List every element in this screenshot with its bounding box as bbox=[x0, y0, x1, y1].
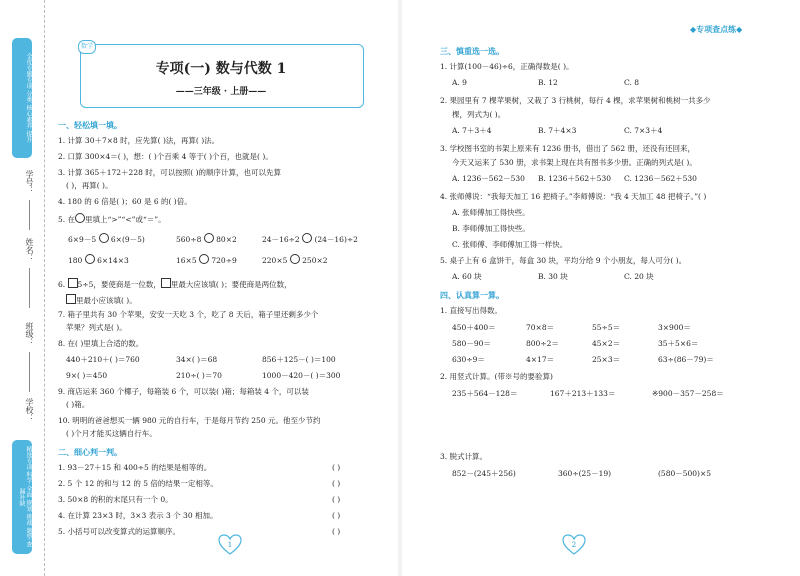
question-5-suffix: 里填上“>”“<”或“＝”。 bbox=[85, 215, 166, 224]
question-9-line-1: 9. 商店运来 360 个椰子，每箱装 6 个，可以装( )箱；每箱装 4 个，可以装 bbox=[58, 387, 309, 396]
question-9-line-2: ( )箱。 bbox=[66, 400, 90, 409]
header-badge: ◆专项查点练◆ bbox=[690, 25, 743, 34]
question-2: 2. 口算 300×4＝( )，想：( )个百乘 4 等于( )个百，也就是( )。 bbox=[58, 152, 273, 161]
oral-item: 450＋400＝ bbox=[452, 323, 496, 332]
choice-option[interactable]: B. 30 块 bbox=[538, 272, 568, 281]
oral-item: 3×900＝ bbox=[658, 323, 691, 332]
oral-item: 4×17＝ bbox=[526, 355, 555, 364]
judge-item: 2. 5 个 12 的和与 12 的 5 倍的结果一定相等。 bbox=[58, 479, 218, 488]
school-label: 学校： bbox=[25, 398, 34, 422]
question-3-line-1: 3. 计算 365＋172＋228 时，可以按照( )的顺序计算，也可以先算 bbox=[58, 168, 281, 177]
compare-item: 560÷8 80×2 bbox=[176, 235, 237, 244]
choice-question-4: 4. 张师傅说：“我每天加工 16 把椅子。”李师傅说：“我 4 天加工 48 把椅子。”( ) bbox=[440, 192, 707, 201]
binding-tab-bottom: 精选专项 科学 全面 规划 挑战 题型 查漏补缺 bbox=[12, 440, 32, 554]
fill-item: 856＋125－( )＝100 bbox=[262, 355, 336, 364]
oral-item: 630÷9＝ bbox=[452, 355, 485, 364]
compare-item: 180 6×14×3 bbox=[68, 256, 129, 265]
question-5-prefix: 5. 在 bbox=[58, 215, 76, 224]
choice-option[interactable]: A. 1236－562－530 bbox=[452, 174, 525, 183]
page-number: 1 bbox=[227, 541, 233, 549]
name-line bbox=[29, 268, 30, 308]
student-number-line bbox=[29, 200, 30, 230]
choice-option[interactable]: C. 张师傅、李师傅加工得一样快。 bbox=[452, 240, 568, 249]
choice-option[interactable]: A. 60 块 bbox=[452, 272, 482, 281]
fill-item: 440＋210＋( )＝760 bbox=[66, 355, 140, 364]
question-3-line-2: ( )，再算( )。 bbox=[66, 181, 113, 190]
choice-option[interactable]: B. 12 bbox=[538, 78, 558, 87]
judge-item: 5. 小括号可以改变算式的运算顺序。 bbox=[58, 527, 181, 536]
choice-option[interactable]: B. 1236＋562＋530 bbox=[538, 174, 611, 183]
square-blank-icon bbox=[161, 278, 171, 288]
oral-item: 25×3＝ bbox=[592, 355, 621, 364]
step-item: 360÷(25－19) bbox=[558, 469, 612, 478]
vertical-item: 167＋213＋133＝ bbox=[550, 389, 616, 398]
compare-item: 6×9－5 6×(9－5) bbox=[68, 235, 145, 244]
name-label: 姓名： bbox=[25, 238, 34, 262]
question-1: 1. 计算 30＋7×8 时，应先算( )法，再算( )法。 bbox=[58, 136, 220, 145]
oral-item: 70×8＝ bbox=[526, 323, 555, 332]
circle-blank-icon bbox=[75, 213, 85, 223]
question-10-line-1: 10. 明明的爸爸想买一辆 980 元的自行车，于是每月节约 250 元。他至少节约 bbox=[58, 416, 321, 425]
choice-option[interactable]: B. 7＋4×3 bbox=[538, 126, 577, 135]
choice-question-1: 1. 计算(100－46)÷6，正确得数是( )。 bbox=[440, 62, 574, 71]
subject-badge: 数学 bbox=[78, 40, 96, 54]
oral-item: 55÷5＝ bbox=[592, 323, 621, 332]
student-number-label: 学号： bbox=[25, 170, 34, 194]
judge-blank[interactable]: ( ) bbox=[332, 527, 341, 536]
question-7-line-1: 7. 箱子里共有 30 个苹果，安安一天吃 3 个，吃了 8 天后，箱子里还剩多少个 bbox=[58, 310, 319, 319]
judge-blank[interactable]: ( ) bbox=[332, 511, 341, 520]
choice-option[interactable]: A. 9 bbox=[452, 78, 467, 87]
fill-item: 9×( )＝450 bbox=[66, 371, 108, 380]
step-item: 852－(245＋256) bbox=[452, 469, 516, 478]
class-line bbox=[29, 352, 30, 392]
oral-item: 45×2＝ bbox=[592, 339, 621, 348]
choice-question-2-line-1: 2. 果园里有 7 棵苹果树，又栽了 3 行桃树，每行 4 棵，求苹果树和桃树一共多少 bbox=[440, 96, 711, 105]
oral-item: 800÷2＝ bbox=[526, 339, 559, 348]
grade-subtitle: ——三年级 · 上册—— bbox=[175, 87, 267, 97]
section-calc-heading: 四、认真算一算。 bbox=[440, 291, 504, 300]
vertical-item: 235＋564－128＝ bbox=[452, 389, 518, 398]
oral-item: 63÷(86－79)＝ bbox=[658, 355, 714, 364]
compare-blank[interactable] bbox=[290, 254, 300, 264]
step-item: (580－500)×5 bbox=[658, 469, 712, 478]
compare-blank[interactable] bbox=[302, 233, 312, 243]
judge-item: 1. 93－27＋15 和 400÷5 的结果是相等的。 bbox=[58, 463, 212, 472]
fill-item: 210÷( )＝70 bbox=[176, 371, 222, 380]
question-4: 4. 180 的 6 倍是( )；60 是 6 的( )倍。 bbox=[58, 197, 192, 206]
choice-option[interactable]: C. 1236－562＋530 bbox=[624, 174, 697, 183]
calc-subheading-1: 1. 直接写出得数。 bbox=[440, 306, 503, 315]
judge-blank[interactable]: ( ) bbox=[332, 479, 341, 488]
compare-blank[interactable] bbox=[85, 254, 95, 264]
choice-option[interactable]: C. 8 bbox=[624, 78, 640, 87]
compare-blank[interactable] bbox=[99, 233, 109, 243]
page-title: 专项(一) 数与代数 1 bbox=[155, 61, 287, 77]
left-page bbox=[0, 0, 398, 576]
question-6-line-1: 6. 5÷5，要使商是一位数， 里最大应该填( )；要使商是两位数， bbox=[58, 280, 292, 289]
question-8: 8. 在( )里填上合适的数。 bbox=[58, 339, 144, 348]
binding-strip bbox=[0, 0, 45, 576]
oral-item: 35＋5×6＝ bbox=[658, 339, 699, 348]
choice-option[interactable]: A. 张师傅加工得快些。 bbox=[452, 208, 530, 217]
question-6-line-2: 里最小应该填( )。 bbox=[66, 294, 137, 306]
choice-option[interactable]: C. 20 块 bbox=[624, 272, 654, 281]
choice-question-3-line-2: 今天又运来了 530 册，求书架上现在共有图书多少册。正确的列式是( )。 bbox=[452, 158, 697, 167]
square-blank-icon bbox=[66, 294, 76, 304]
page-number: 2 bbox=[571, 541, 577, 549]
compare-item: 220×5 250×2 bbox=[262, 256, 328, 265]
question-10-line-2: ( )个月才能买这辆自行车。 bbox=[66, 429, 157, 438]
section-fill-heading: 一、轻松填一填。 bbox=[58, 121, 122, 130]
choice-question-3-line-1: 3. 学校图书室的书架上原来有 1236 册书，借出了 562 册，还没有还回来， bbox=[440, 144, 695, 153]
question-5 bbox=[58, 213, 166, 225]
choice-question-2-line-2: 棵，列式为( )。 bbox=[452, 110, 506, 119]
vertical-item: ※900－357－258＝ bbox=[652, 389, 724, 398]
square-blank-icon bbox=[68, 278, 78, 288]
compare-item: 16×5 720÷9 bbox=[176, 256, 237, 265]
judge-blank[interactable]: ( ) bbox=[332, 463, 341, 472]
choice-option[interactable]: B. 李师傅加工得快些。 bbox=[452, 224, 530, 233]
binding-tab-top: 全优专题专项 分类 核心素养 提升 bbox=[12, 38, 32, 158]
judge-item: 4. 在计算 23×3 时，3×3 表示 3 个 30 相加。 bbox=[58, 511, 218, 520]
compare-item: 24－16÷2 (24－16)÷2 bbox=[262, 235, 358, 244]
fill-item: 34×( )＝68 bbox=[176, 355, 218, 364]
section-choice-heading: 三、慎重选一选。 bbox=[440, 47, 504, 56]
judge-item: 3. 50×8 的积的末尾只有一个 0。 bbox=[58, 495, 173, 504]
choice-option[interactable]: C. 7×3＋4 bbox=[624, 126, 663, 135]
compare-blank[interactable] bbox=[199, 254, 209, 264]
section-judge-heading: 二、细心判一判。 bbox=[58, 448, 122, 457]
calc-subheading-2: 2. 用竖式计算。(带※号的要验算) bbox=[440, 372, 553, 381]
question-7-line-2: 苹果？列式是( )。 bbox=[66, 323, 127, 332]
choice-option[interactable]: A. 7＋3＋4 bbox=[452, 126, 492, 135]
judge-blank[interactable]: ( ) bbox=[332, 495, 341, 504]
compare-blank[interactable] bbox=[204, 233, 214, 243]
fill-item: 1000－420－( )＝300 bbox=[262, 371, 341, 380]
choice-question-5: 5. 桌子上有 6 盒饼干，每盒 30 块，平均分给 9 个小朋友，每人可分( )。 bbox=[440, 256, 687, 265]
oral-item: 580－90＝ bbox=[452, 339, 491, 348]
calc-subheading-3: 3. 脱式计算。 bbox=[440, 452, 488, 461]
class-label: 班级： bbox=[25, 322, 34, 346]
